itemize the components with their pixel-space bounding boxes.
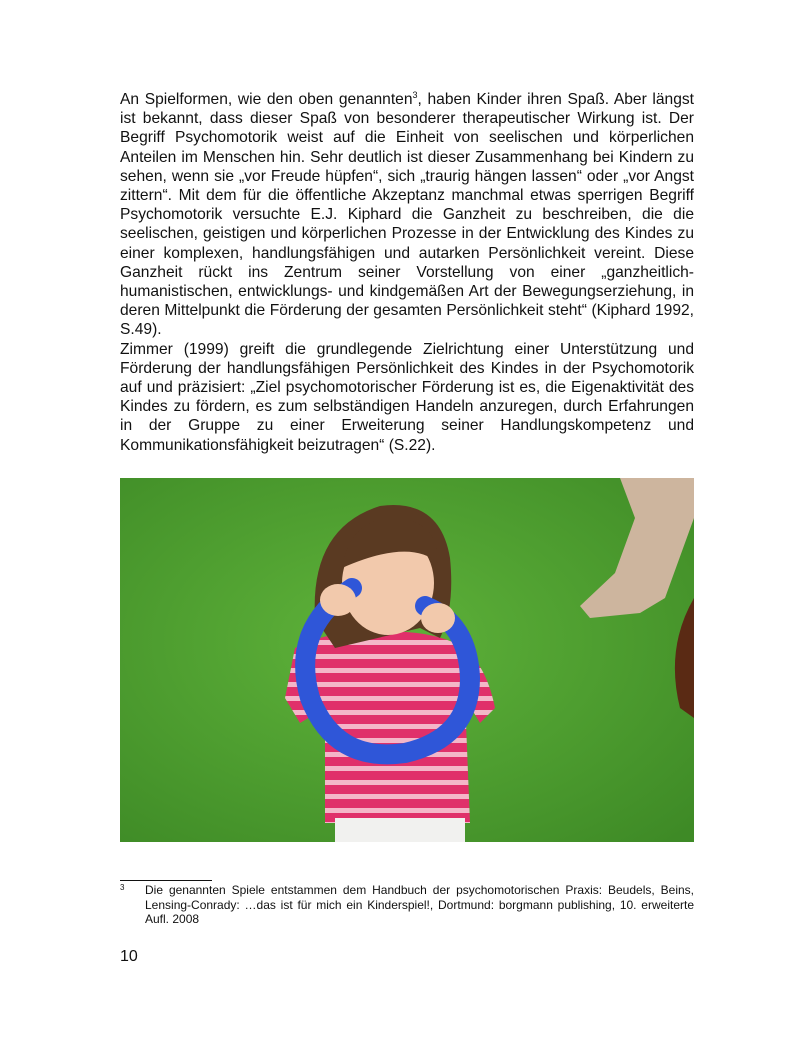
- paragraph-1-text-a: An Spielformen, wie den oben genannten: [120, 91, 413, 108]
- page-number: 10: [120, 948, 138, 965]
- child-with-tube-photo: [120, 478, 694, 842]
- girl-shorts: [335, 818, 465, 842]
- footnote: [120, 883, 694, 927]
- footnote-text: Die genannten Spiele entstammen dem Handbuch der psychomotorischen Praxis: Beudels, Beins, Lensing-Conrady: …das ist für mich ein Kinderspiel!, Dortmund: borgmann publishing, 10. erweiterte Aufl. 2008: [145, 883, 694, 927]
- footnote-separator: [120, 880, 212, 881]
- body-text: [120, 90, 694, 455]
- footnote-number: 3: [120, 883, 125, 892]
- footnote-reference[interactable]: 3: [412, 90, 418, 100]
- girl-left-hand: [320, 584, 356, 616]
- paragraph-1-text-b: , haben Kinder ihren Spaß. Aber längst ist bekannt, dass dieser Spaß von besonderer therapeutischer Wirkung ist. Der Begriff Psychomotorik weist auf die Einheit von seelischen und körperlichen Anteilen im Menschen hin. Sehr deutlich ist dieser Zusammenhang bei Kindern zu sehen, wenn sie „vor Freude hüpfen“, sich „traurig hängen lassen“ oder „vor Angst zittern“. Mit dem für die öffentliche Akzeptanz manchmal etwas sperrigen Begriff Psychomotorik versuchte E.J. Kiphard die Ganzheit zu beschreiben, die die seelischen, geistigen und körperlichen Prozesse in der Entwicklung des Kindes zu einer komplexen, handlungsfähigen und autarken Persönlichkeit vereint. Diese Ganzheit rückt ins Zentrum seiner Vorstellung von einer „ganzheitlich-humanistischen, entwicklungs- und kindgemäßen Art der Bewegungserziehung, in deren Mittelpunkt die Förderung der gesamten Persönlichkeit steht“ (Kiphard 1992, S.49).: [120, 91, 695, 339]
- girl-right-hand: [421, 603, 455, 633]
- paragraph-2: Zimmer (1999) greift die grundlegende Zielrichtung einer Unterstützung und Förderung der handlungsfähigen Persönlichkeit des Kindes in der Psychomotorik auf und präzisiert: „Ziel psychomotorischer Förderung ist es, die Eigenaktivität des Kindes zu fördern, es zum selbständigen Handeln anzuregen, durch Erfahrungen in der Gruppe zu einer Erweiterung seiner Handlungskompetenz und Kommunikationsfähigkeit beizutragen“ (S.22).: [120, 340, 694, 454]
- paragraph-1: [120, 90, 694, 340]
